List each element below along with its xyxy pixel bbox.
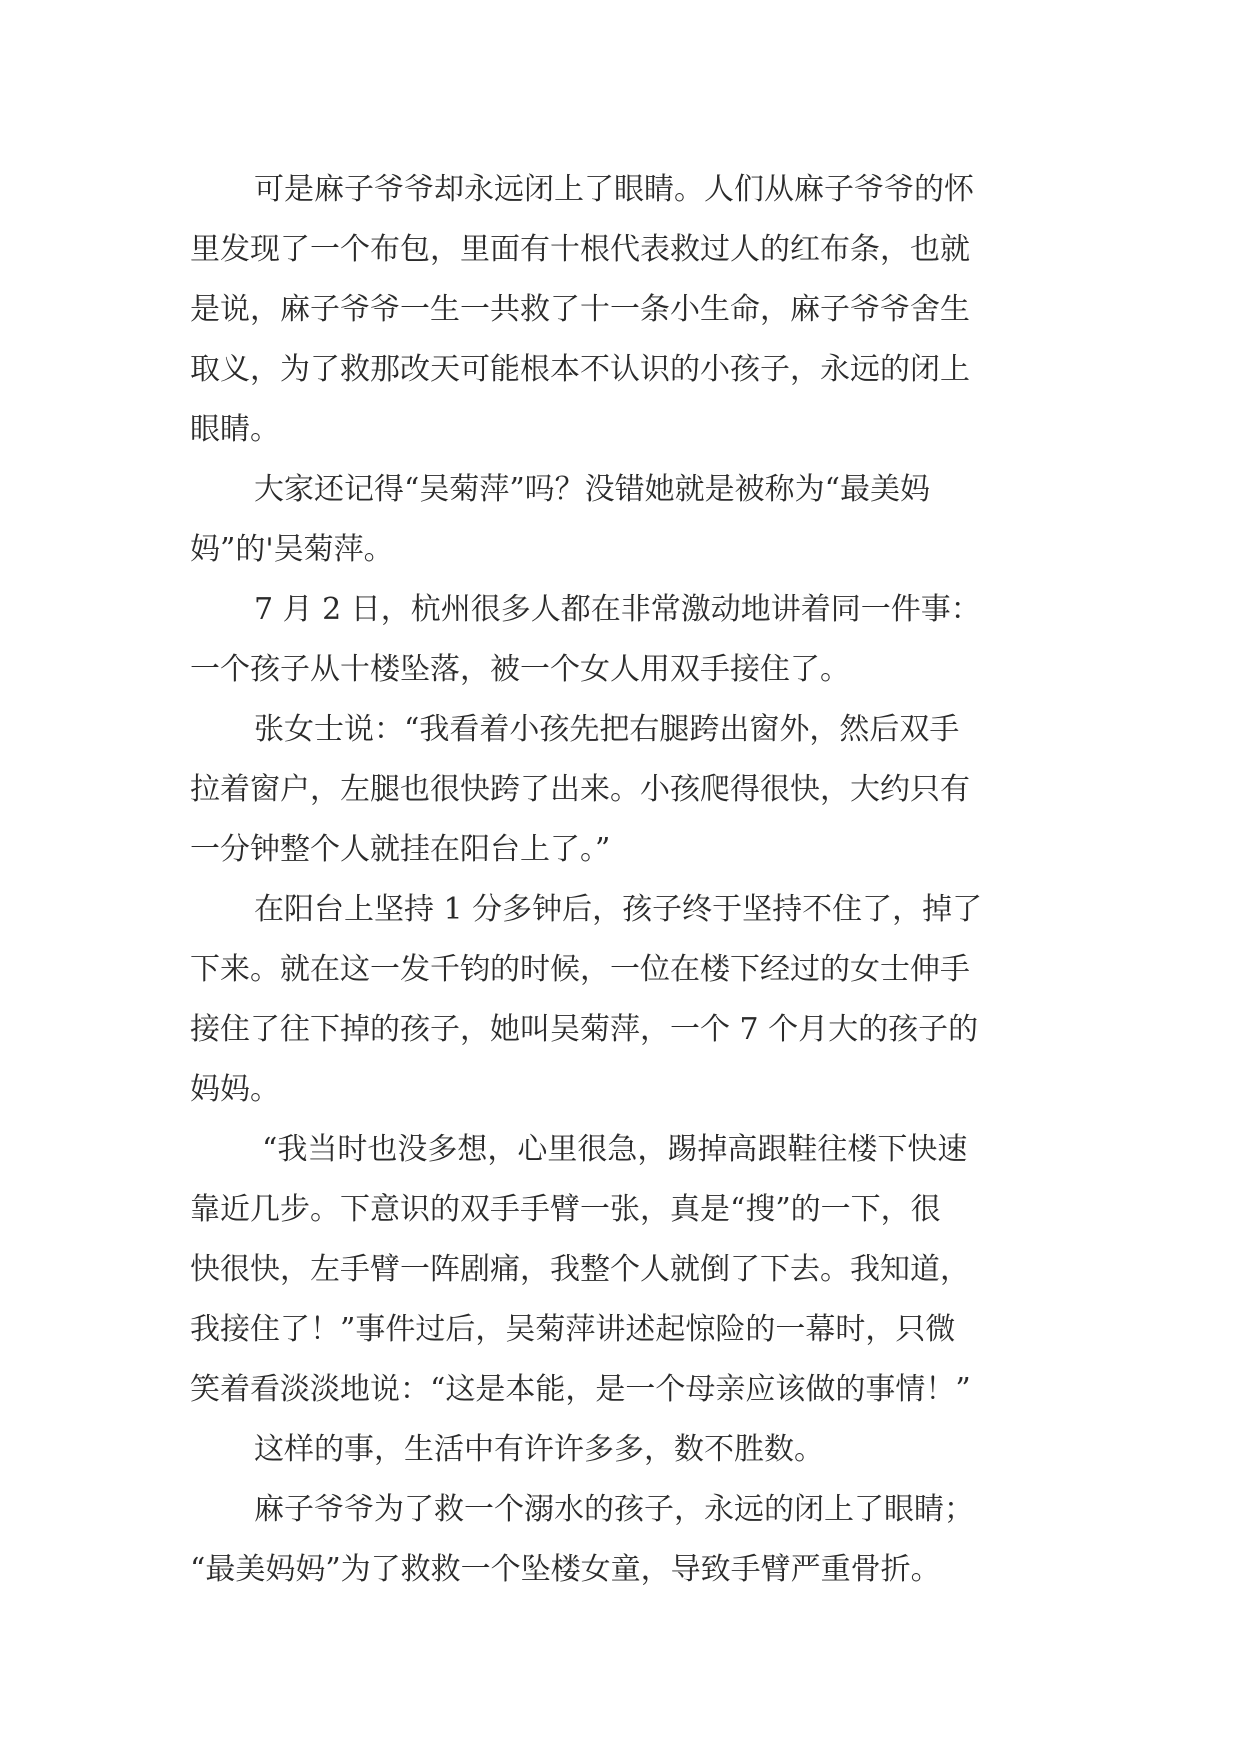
paragraph-line: 下来。就在这一发千钧的时候，一位在楼下经过的女士伸手	[190, 952, 970, 987]
paragraph-line: 我接住了！”事件过后，吴菊萍讲述起惊险的一幕时，只微	[190, 1312, 956, 1347]
paragraph-line: 张女士说：“我看着小孩先把右腿跨出窗外，然后双手	[254, 712, 960, 747]
paragraph-line: 里发现了一个布包，里面有十根代表救过人的红布条，也就	[190, 232, 970, 267]
paragraph-line: “我当时也没多想，心里很急，踢掉高跟鞋往楼下快速	[262, 1132, 968, 1167]
paragraph-line: 是说，麻子爷爷一生一共救了十一条小生命，麻子爷爷舍生	[190, 292, 970, 327]
paragraph-line: 在阳台上坚持 1 分多钟后，孩子终于坚持不住了，掉了	[254, 892, 983, 927]
paragraph-line: 妈”的'吴菊萍。	[190, 532, 394, 567]
paragraph-line: 大家还记得“吴菊萍”吗？没错她就是被称为“最美妈	[254, 472, 931, 507]
paragraph-line: 麻子爷爷为了救一个溺水的孩子，永远的闭上了眼睛；	[254, 1492, 974, 1527]
paragraph-line: 接住了往下掉的孩子，她叫吴菊萍，一个 7 个月大的孩子的	[190, 1012, 979, 1047]
paragraph-line: 妈妈。	[190, 1072, 280, 1107]
paragraph-line: 可是麻子爷爷却永远闭上了眼睛。人们从麻子爷爷的怀	[254, 172, 974, 207]
paragraph-line: 眼睛。	[190, 412, 280, 447]
paragraph-line: 一分钟整个人就挂在阳台上了。”	[190, 832, 611, 867]
paragraph-line: 一个孩子从十楼坠落，被一个女人用双手接住了。	[190, 652, 850, 687]
document-body	[190, 160, 1070, 1600]
paragraph-line: 这样的事，生活中有许许多多，数不胜数。	[254, 1432, 824, 1467]
paragraph-line: 拉着窗户，左腿也很快跨了出来。小孩爬得很快，大约只有	[190, 772, 970, 807]
paragraph-line: 快很快，左手臂一阵剧痛，我整个人就倒了下去。我知道，	[190, 1252, 970, 1287]
paragraph-line: “最美妈妈”为了救救一个坠楼女童，导致手臂严重骨折。	[190, 1552, 941, 1587]
paragraph-line: 靠近几步。下意识的双手手臂一张，真是“搜”的一下，很	[190, 1192, 941, 1227]
paragraph-line: 7 月 2 日，杭州很多人都在非常激动地讲着同一件事：	[254, 592, 981, 627]
paragraph-line: 取义，为了救那改天可能根本不认识的小孩子，永远的闭上	[190, 352, 970, 387]
paragraph-line: 笑着看淡淡地说：“这是本能，是一个母亲应该做的事情！”	[190, 1372, 971, 1407]
